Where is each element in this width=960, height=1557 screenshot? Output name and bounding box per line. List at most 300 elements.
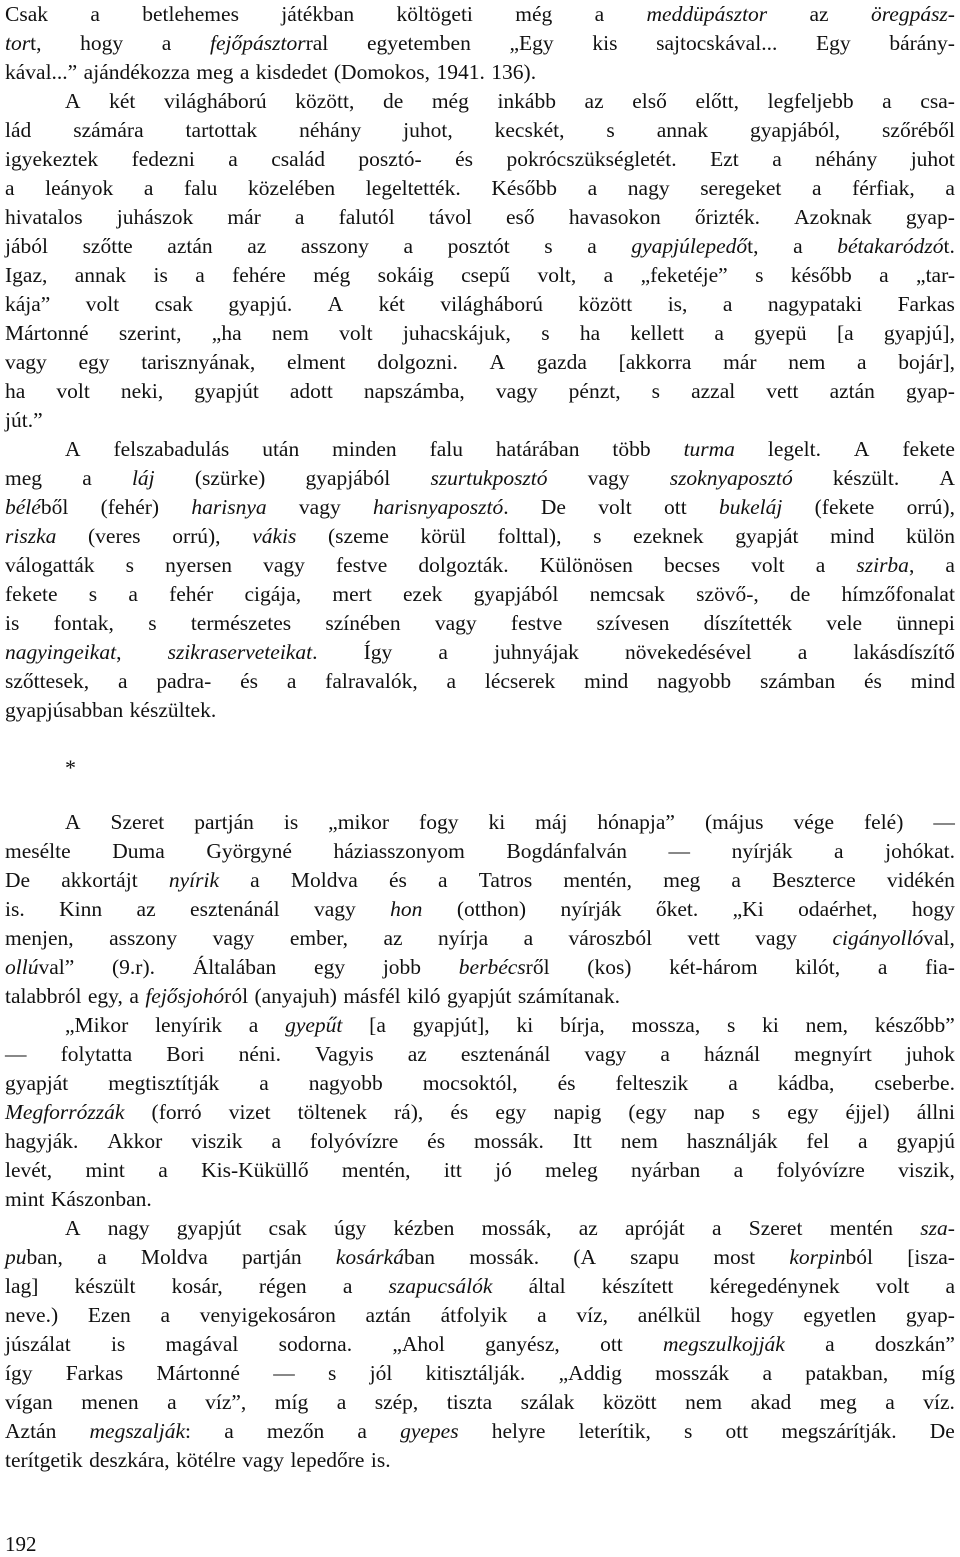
word <box>65 808 81 837</box>
word <box>357 1417 367 1446</box>
word-part: szerint, <box>118 321 182 345</box>
word <box>825 1330 835 1359</box>
word-part: állni <box>916 1100 955 1124</box>
word <box>383 87 403 116</box>
word <box>781 1417 896 1446</box>
word-part: szőttesek, <box>5 669 90 693</box>
word <box>367 29 471 58</box>
word-part: ott <box>725 1419 749 1443</box>
word <box>441 1301 508 1330</box>
word <box>404 232 414 261</box>
word <box>704 1040 760 1069</box>
italic-term: bétakaródzó <box>837 234 944 258</box>
word-part: Aztán <box>5 1419 57 1443</box>
word <box>772 145 782 174</box>
word-part: sodorna. <box>278 1332 353 1356</box>
word <box>132 464 155 493</box>
word-part: a <box>793 234 803 258</box>
word-part: és <box>450 1100 469 1124</box>
word <box>573 1243 596 1272</box>
word <box>5 348 47 377</box>
word-part: vagy <box>298 495 341 519</box>
word-part: bírja, <box>559 1013 605 1037</box>
word-part: szálak <box>520 1390 575 1414</box>
word-part: természetes <box>190 611 292 635</box>
word-part: A <box>65 810 81 834</box>
word <box>269 1214 307 1243</box>
word <box>107 1127 162 1156</box>
word <box>491 174 557 203</box>
word-part: gazda <box>536 350 587 374</box>
word-part: (veres <box>88 524 141 548</box>
word-part: Beszterce <box>772 868 856 892</box>
word-part: kis <box>592 31 618 55</box>
word-part: asszony <box>300 234 369 258</box>
italic-term: bukeláj <box>719 495 783 519</box>
word-part: volt <box>598 495 632 519</box>
word-part: s <box>541 321 550 345</box>
word-part: juhacskájuk, <box>402 321 511 345</box>
word-part: aztán <box>167 234 213 258</box>
word <box>328 808 389 837</box>
word-part: számban <box>759 669 836 693</box>
word-part: két <box>109 89 136 113</box>
word <box>305 464 390 493</box>
word <box>598 493 631 522</box>
word-part: a <box>118 669 128 693</box>
word-part: két-három <box>669 955 758 979</box>
word <box>912 895 955 924</box>
word-part: talabbról <box>5 984 82 1008</box>
word-part: a <box>714 321 724 345</box>
word-part: odaérhet, <box>798 897 878 921</box>
word-part: a <box>239 60 250 84</box>
word <box>155 1011 222 1040</box>
word-part: a <box>722 292 733 316</box>
text-line <box>5 464 955 493</box>
word <box>939 464 955 493</box>
word <box>507 145 677 174</box>
word <box>132 145 195 174</box>
word-part: körül <box>420 524 466 548</box>
word <box>5 953 74 982</box>
word-part: vagy <box>434 611 477 635</box>
word-part: nagy <box>107 1216 150 1240</box>
word-part: lakásdíszítő <box>853 640 955 664</box>
word <box>495 1098 526 1127</box>
word-part: adott <box>289 379 333 403</box>
word-part: vígan <box>5 1390 53 1414</box>
word <box>816 29 851 58</box>
word <box>5 290 50 319</box>
word-part: a <box>82 466 92 490</box>
word-part: által <box>528 1274 566 1298</box>
text-line <box>5 493 955 522</box>
word <box>795 953 840 982</box>
word <box>5 116 31 145</box>
word <box>482 1214 552 1243</box>
word-part: Moldva <box>140 1245 208 1269</box>
word-part: mert <box>332 582 372 606</box>
word-part: régen <box>258 1274 307 1298</box>
word <box>798 638 808 667</box>
word-part: (május <box>704 810 764 834</box>
word-part: vagy <box>263 553 305 577</box>
word-part: Mártonné <box>5 321 89 345</box>
word <box>521 1388 575 1417</box>
word-part: egy <box>787 1100 819 1124</box>
word <box>704 609 792 638</box>
word-part: készőbb” <box>874 1013 955 1037</box>
word-part: is. <box>5 897 25 921</box>
word-part: volt <box>751 553 785 577</box>
word-part: Duma <box>112 839 165 863</box>
word <box>5 924 74 953</box>
word <box>911 145 955 174</box>
word-part: volt <box>339 321 373 345</box>
word <box>160 1301 170 1330</box>
word-part: t, <box>30 31 42 55</box>
word-part: játékban <box>281 2 355 26</box>
word-part: nyírják <box>731 839 793 863</box>
word <box>569 203 661 232</box>
word-part: leányok <box>45 176 114 200</box>
word <box>5 29 41 58</box>
word-part: a <box>158 1158 168 1182</box>
word-part: A <box>65 1216 81 1240</box>
word <box>749 1214 803 1243</box>
word <box>86 290 119 319</box>
word-part: a <box>357 1419 367 1443</box>
word-part: Moldva <box>290 868 358 892</box>
word <box>79 348 110 377</box>
text-line <box>5 203 955 232</box>
word-part: fehér <box>169 582 214 606</box>
word <box>403 116 453 145</box>
word <box>496 435 580 464</box>
word <box>5 1301 58 1330</box>
word-part: a <box>143 176 154 200</box>
word-part: a <box>594 2 605 26</box>
text-line <box>5 953 955 982</box>
word-part: Kis-Küküllő <box>201 1158 309 1182</box>
text-line <box>5 116 955 145</box>
word <box>776 1156 864 1185</box>
word <box>806 1011 848 1040</box>
word-part: dolgozták. <box>418 553 509 577</box>
word <box>540 551 633 580</box>
word <box>837 232 955 261</box>
word-part: s <box>593 524 602 548</box>
word <box>108 1069 219 1098</box>
word <box>760 667 835 696</box>
word <box>723 290 733 319</box>
word-part: még <box>515 2 553 26</box>
text-line <box>5 1330 955 1359</box>
word-part: a <box>877 955 888 979</box>
word <box>669 837 691 866</box>
word-part: háziasszonyom <box>333 839 465 863</box>
word-part: a <box>228 147 238 171</box>
word-part: csak <box>268 1216 307 1240</box>
word <box>413 1011 490 1040</box>
word-part: falu <box>429 437 463 461</box>
word <box>498 522 562 551</box>
word-part: vagy <box>242 1448 285 1472</box>
text-line <box>5 808 955 837</box>
word-part: városzból <box>568 926 653 950</box>
word-part: s <box>327 1361 337 1385</box>
word <box>213 924 255 953</box>
word <box>625 1214 685 1243</box>
word <box>54 609 114 638</box>
word <box>688 924 720 953</box>
word-part: gyapjúsabban <box>5 698 124 722</box>
word-part: csepű <box>461 263 511 287</box>
word <box>641 261 728 290</box>
word <box>794 203 872 232</box>
word-part: előtt, <box>695 89 740 113</box>
word <box>82 464 92 493</box>
word <box>169 866 219 895</box>
word <box>461 1040 551 1069</box>
word <box>290 924 348 953</box>
word-part: a <box>733 1158 744 1182</box>
word-part: egyetlen <box>803 1303 877 1327</box>
word-part: a <box>660 1042 670 1066</box>
word <box>186 116 258 145</box>
word <box>370 1359 393 1388</box>
word-part: tarisznyának, <box>141 350 256 374</box>
word <box>930 1417 955 1446</box>
word-part: Bori <box>166 1042 205 1066</box>
word <box>854 435 870 464</box>
word <box>584 1040 626 1069</box>
word <box>97 1243 107 1272</box>
word <box>604 261 614 290</box>
word <box>272 319 309 348</box>
word <box>5 696 123 725</box>
word <box>896 609 955 638</box>
word-part: gyapjából, <box>749 118 841 142</box>
word-part: számítanak. <box>517 984 620 1008</box>
word <box>333 837 464 866</box>
word <box>537 348 587 377</box>
word-part: az <box>136 897 156 921</box>
word-part: tartottak <box>185 118 258 142</box>
word-part: hogy <box>80 31 124 55</box>
word-part: Mártonné <box>156 1361 240 1385</box>
word-part: vagy <box>584 1042 627 1066</box>
word-part: — <box>668 839 691 863</box>
word-part: ajándékozza <box>83 60 190 84</box>
word <box>51 1185 152 1214</box>
word-part: felszabadulás <box>113 437 230 461</box>
word <box>248 174 335 203</box>
italic-term: fejőpásztor <box>210 31 306 55</box>
word <box>842 580 955 609</box>
italic-term: gyepes <box>400 1419 459 1443</box>
word-part: nagyobb <box>308 1071 383 1095</box>
word-part: használják <box>686 1129 778 1153</box>
word <box>789 1243 873 1272</box>
word <box>459 953 550 982</box>
word-part: a <box>342 1274 353 1298</box>
word <box>798 895 877 924</box>
word <box>364 377 465 406</box>
word-part: külön <box>905 524 955 548</box>
word <box>328 290 344 319</box>
word <box>710 145 739 174</box>
word <box>153 261 167 290</box>
word <box>923 1388 955 1417</box>
word-part: az <box>809 2 829 26</box>
word-part: orrú), <box>906 495 955 519</box>
word <box>421 522 466 551</box>
text-line <box>5 837 955 866</box>
italic-term: szirba <box>856 553 909 577</box>
word-part: később <box>790 263 852 287</box>
word-part: megszárítják. <box>781 1419 897 1443</box>
word-part: akad <box>750 1390 792 1414</box>
word <box>5 1069 68 1098</box>
word <box>560 1011 605 1040</box>
word-part: falutól <box>338 205 395 229</box>
word <box>325 667 418 696</box>
word-part: kilót, <box>795 955 841 979</box>
word <box>262 435 299 464</box>
word-part: hivatalos <box>5 205 83 229</box>
word-part: egy, <box>87 984 123 1008</box>
word <box>857 348 867 377</box>
word <box>600 1330 623 1359</box>
text-line <box>5 174 955 203</box>
word <box>240 58 250 87</box>
word-part: — <box>933 810 955 834</box>
word <box>389 866 407 895</box>
word-part: s <box>755 263 764 287</box>
word-part: nyárban <box>631 1158 701 1182</box>
word <box>290 1446 364 1475</box>
word <box>485 667 555 696</box>
word-part: a <box>882 89 892 113</box>
word <box>485 1330 560 1359</box>
word <box>734 1156 744 1185</box>
word <box>141 348 255 377</box>
word-part: Különösen <box>539 553 633 577</box>
word <box>394 1098 423 1127</box>
word-part: a <box>195 263 205 287</box>
word-part: a <box>885 1390 895 1414</box>
word <box>656 29 777 58</box>
word <box>5 667 89 696</box>
word <box>83 232 133 261</box>
word <box>390 895 422 924</box>
word-part: még <box>431 89 469 113</box>
word-part: között <box>578 292 633 316</box>
word-part: lécserek <box>484 669 556 693</box>
italic-term: fejősjohó <box>145 984 225 1008</box>
word-part: a <box>271 1129 281 1153</box>
word-part: menjen, <box>5 926 74 950</box>
word-part: falravalók, <box>325 669 418 693</box>
word <box>875 1011 955 1040</box>
word-part: 1941. <box>436 60 485 84</box>
word <box>663 866 700 895</box>
text-line <box>5 232 955 261</box>
word <box>945 174 955 203</box>
word <box>284 808 298 837</box>
word-part: posztó- <box>358 147 422 171</box>
word <box>5 580 58 609</box>
word-part: val, <box>923 926 955 950</box>
word-part: orrú), <box>172 524 221 548</box>
word-part: viszik <box>191 1129 243 1153</box>
italic-term: vákis <box>252 524 297 548</box>
word <box>700 174 781 203</box>
text-line <box>5 580 955 609</box>
word <box>310 1127 398 1156</box>
word-part: egy <box>495 1100 527 1124</box>
word <box>592 29 617 58</box>
word-part: (egy <box>628 1100 667 1124</box>
word-part: nyersen <box>165 553 232 577</box>
word-part: vizet <box>228 1100 271 1124</box>
word-part: kája” <box>5 292 51 316</box>
word <box>88 1301 131 1330</box>
word-part: Azoknak <box>794 205 872 229</box>
word <box>164 87 267 116</box>
word-part: festve <box>335 553 388 577</box>
word <box>726 1417 749 1446</box>
word <box>429 203 472 232</box>
italic-term: gyapjúlepedő <box>631 234 748 258</box>
word <box>285 1011 342 1040</box>
word-part: nem, <box>805 1013 849 1037</box>
word <box>805 1359 888 1388</box>
word-part: neki, <box>120 379 164 403</box>
word <box>898 290 955 319</box>
word-part: eső <box>506 205 535 229</box>
word-part: míg <box>921 1361 955 1385</box>
word <box>5 895 25 924</box>
text-line <box>5 0 955 29</box>
word-part: távol <box>428 205 472 229</box>
word-part: (forró <box>151 1100 202 1124</box>
word <box>874 1069 955 1098</box>
word-part: ha <box>579 321 601 345</box>
word-part: bárány- <box>889 31 955 55</box>
word <box>587 953 631 982</box>
word-part: asszony <box>109 926 178 950</box>
word <box>84 58 190 87</box>
word <box>5 261 47 290</box>
word <box>461 261 510 290</box>
word <box>109 87 135 116</box>
word <box>864 667 882 696</box>
word <box>89 580 97 609</box>
word-part: fehére <box>232 263 286 287</box>
word <box>812 174 822 203</box>
italic-term: nyírik <box>168 868 219 892</box>
word <box>864 808 903 837</box>
word <box>898 1156 955 1185</box>
word <box>544 232 552 261</box>
word-part: ünnepi <box>896 611 955 635</box>
word <box>945 1272 955 1301</box>
word <box>436 58 484 87</box>
word <box>852 174 915 203</box>
